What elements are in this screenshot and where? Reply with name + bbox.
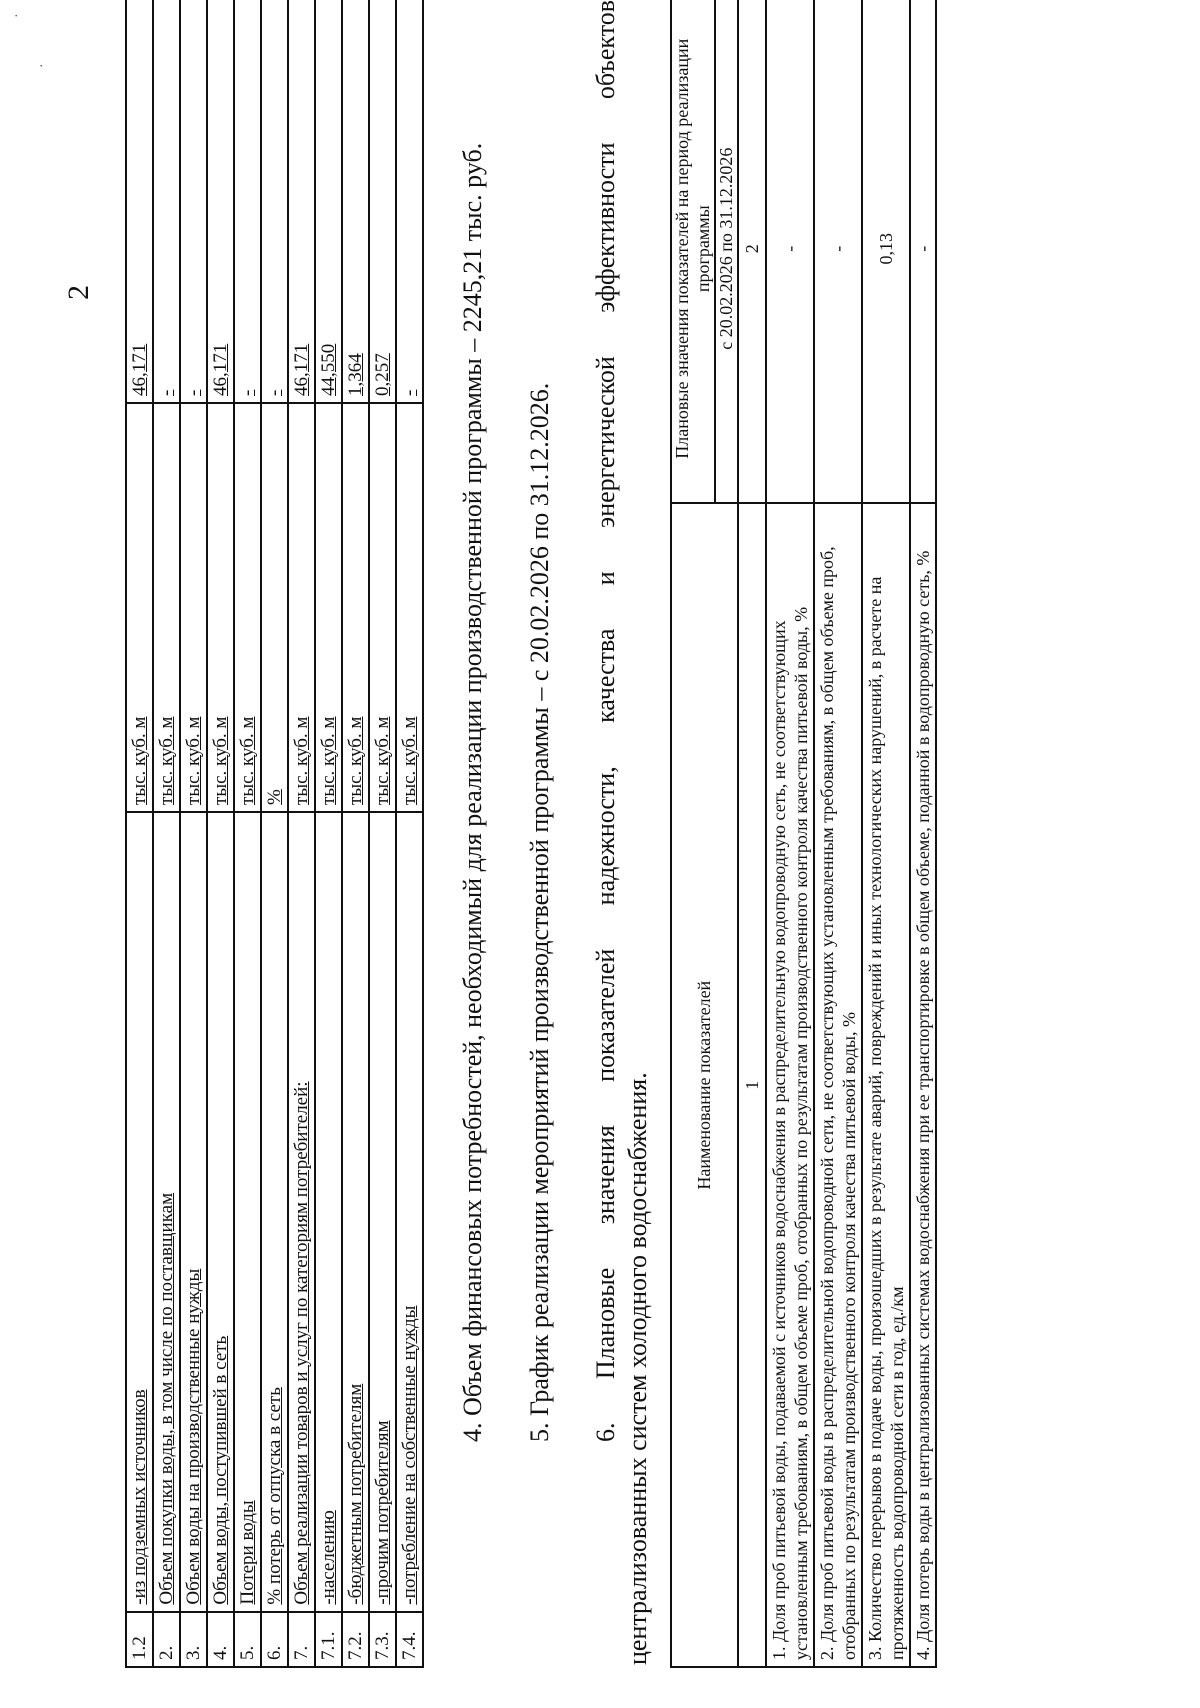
row-number: 7.2.	[342, 1612, 369, 1667]
row-unit: тыс. куб. м	[369, 403, 396, 812]
row-name: -бюджетным потребителям	[342, 812, 369, 1612]
row-name: -из подземных источников	[126, 812, 153, 1612]
row-unit: тыс. куб. м	[315, 403, 342, 812]
indicators-header-period: с 20.02.2026 по 31.12.2026	[715, 0, 738, 503]
row-name: Объем воды на производственные нужды	[180, 812, 207, 1612]
row-value: -	[180, 0, 207, 403]
row-value: 46,171	[288, 0, 315, 403]
indicator-value: -	[766, 0, 814, 503]
table-row	[862, 0, 910, 1667]
row-number: 7.	[288, 1612, 315, 1667]
indicator-name: 4. Доля потерь воды в централизованных системах водоснабжения при ее транспортировке в общем объеме, поданной в водопроводную сеть, %	[910, 503, 936, 1667]
row-name: Потери воды	[234, 812, 261, 1612]
row-number: 4.	[207, 1612, 234, 1667]
row-name: % потерь от отпуска в сеть	[261, 812, 288, 1612]
indicator-value: -	[814, 0, 862, 503]
row-value: 46,171	[207, 0, 234, 403]
row-value: 46,171	[126, 0, 153, 403]
scan-speck: ·	[10, 13, 25, 18]
section-6-number: 6.	[591, 1422, 620, 1442]
table-row	[315, 0, 342, 1667]
indicators-column-number-2: 2	[738, 0, 766, 503]
indicators-column-number-1: 1	[738, 503, 766, 1667]
row-name: Объем реализации товаров и услуг по категориям потребителей:	[288, 812, 315, 1612]
row-unit: %	[261, 403, 288, 812]
indicator-value: -	[910, 0, 936, 503]
table-row	[814, 0, 862, 1667]
table-row	[369, 0, 396, 1667]
row-number: 7.1.	[315, 1612, 342, 1667]
row-unit: тыс. куб. м	[342, 403, 369, 812]
indicators-table-body	[766, 0, 936, 1667]
table-row	[234, 0, 261, 1667]
row-name: -прочим потребителям	[369, 812, 396, 1612]
section-4-financial-needs: 4. Объем финансовых потребностей, необходимый для реализации производственной программы – 2245,21 тыс. руб.	[458, 142, 487, 1442]
table-row	[153, 0, 180, 1667]
row-unit: тыс. куб. м	[234, 403, 261, 812]
table-row	[288, 0, 315, 1667]
indicator-name: 1. Доля проб питьевой воды, подаваемой с источников водоснабжения в распределительную водопроводную сеть, не соответствующих установленным требованиям, в общем объеме проб, отобранных по результатам производственного контроля качества питьевой воды, %	[766, 503, 814, 1667]
water-volume-table-body	[126, 0, 423, 1667]
row-number: 5.	[234, 1612, 261, 1667]
row-unit: тыс. куб. м	[396, 403, 423, 812]
row-value: -	[261, 0, 288, 403]
row-value: -	[153, 0, 180, 403]
table-row	[342, 0, 369, 1667]
row-value: 0,257	[369, 0, 396, 403]
row-name: Объем воды, поступившей в сеть	[207, 812, 234, 1612]
row-number: 6.	[261, 1612, 288, 1667]
row-name: -населению	[315, 812, 342, 1612]
row-value: 44,550	[315, 0, 342, 403]
indicators-header-name: Наименование показателей	[671, 503, 738, 1667]
water-volume-table	[125, 0, 424, 1668]
page-number: 2	[62, 285, 95, 300]
indicator-name: 3. Количество перерывов в подаче воды, произошедших в результате аварий, повреждений и иных технологических нарушений, в расчете на протяженность водопроводной сети в год, ед./км	[862, 503, 910, 1667]
indicators-table	[670, 0, 937, 1668]
table-row	[207, 0, 234, 1667]
section-6-line2: централизованных систем холодного водоснабжения.	[623, 1072, 652, 1665]
row-name: -потребление на собственные нужды	[396, 812, 423, 1612]
table-row	[261, 0, 288, 1667]
table-row	[180, 0, 207, 1667]
scan-speck: ·	[35, 63, 50, 68]
table-row	[910, 0, 936, 1667]
row-unit: тыс. куб. м	[180, 403, 207, 812]
row-number: 3.	[180, 1612, 207, 1667]
row-unit: тыс. куб. м	[126, 403, 153, 812]
row-value: 1,364	[342, 0, 369, 403]
row-name: Объем покупки воды, в том числе по поставщикам	[153, 812, 180, 1612]
row-unit: тыс. куб. м	[153, 403, 180, 812]
row-number: 7.3.	[369, 1612, 396, 1667]
row-value: -	[234, 0, 261, 403]
indicator-name: 2. Доля проб питьевой воды в распределительной водопроводной сети, не соответствующих установленным требованиям, в общем объеме проб, отобранных по результатам производственного контроля качества питьевой воды, %	[814, 503, 862, 1667]
row-number: 2.	[153, 1612, 180, 1667]
table-row	[396, 0, 423, 1667]
row-number: 7.4.	[396, 1612, 423, 1667]
row-number: 1.2	[126, 1612, 153, 1667]
indicators-header-plan: Плановые значения показателей на период реализации программы	[671, 0, 715, 503]
row-unit: тыс. куб. м	[207, 403, 234, 812]
row-unit: тыс. куб. м	[288, 403, 315, 812]
table-row	[766, 0, 814, 1667]
table-row	[126, 0, 153, 1667]
row-value: -	[396, 0, 423, 403]
section-5-schedule: 5. График реализации мероприятий производственной программы – с 20.02.2026 по 31.12.2026.	[525, 382, 554, 1442]
section-6-line1: Плановые значения показателей надежности, качества и энергетической эффективности объектов	[591, 0, 620, 1380]
section-6-heading	[590, 0, 654, 1665]
indicator-value: 0,13	[862, 0, 910, 503]
